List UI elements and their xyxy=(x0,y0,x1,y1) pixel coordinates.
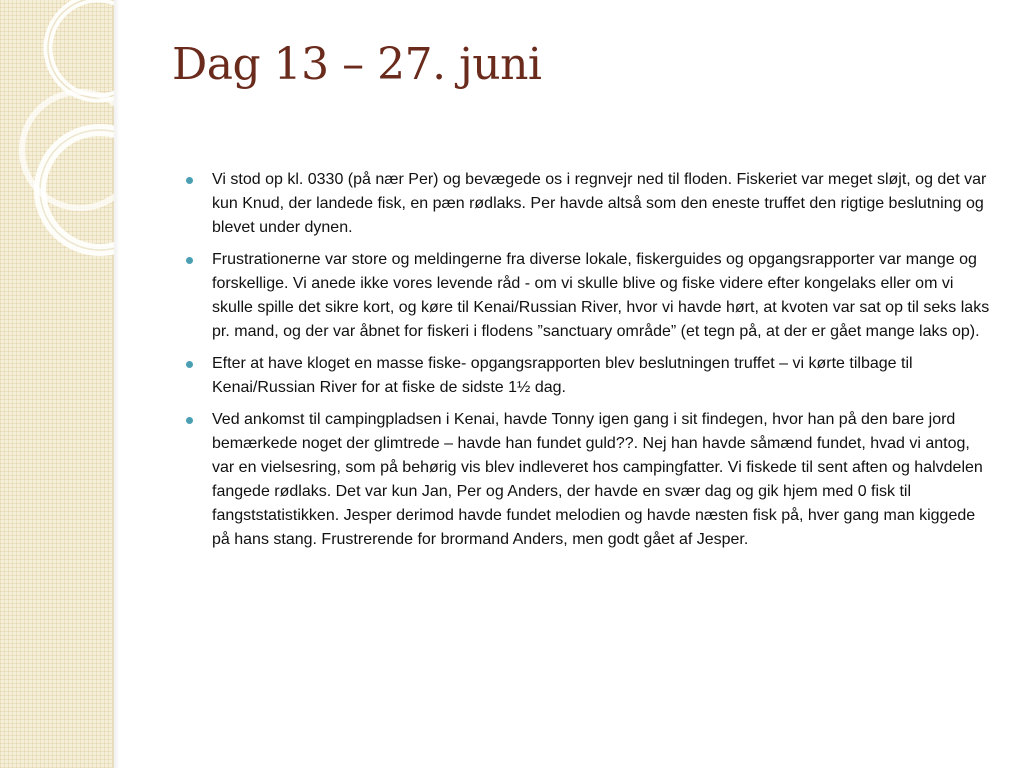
bullet-text: Frustrationerne var store og meldingerne fra diverse lokale, fiskerguides og opgangsrapporter var mange og forskellige. Vi anede ikke vores levende råd - om vi skulle blive og fiske videre efter kongelaks eller om vi skulle spille det sikre kort, og køre til Kenai/Russian River, hvor vi havde hørt, at kvoten var sat op til seks laks pr. mand, og der var åbnet for fiskeri i flodens ”sanctuary område” (et tegn på, at der er gået mange laks op). xyxy=(212,251,990,340)
bullet-item xyxy=(184,168,994,240)
side-panel-shadow xyxy=(114,0,120,768)
bullet-dot-icon xyxy=(186,361,193,368)
bullet-item xyxy=(184,408,994,552)
bullet-list xyxy=(184,168,994,552)
bullet-dot-icon xyxy=(186,417,193,424)
bullet-dot-icon xyxy=(186,257,193,264)
bullet-text: Ved ankomst til campingpladsen i Kenai, havde Tonny igen gang i sit findegen, hvor han på den bare jord bemærkede noget der glimtrede – havde han fundet guld??. Nej han havde såmænd fundet, hvad vi antog, var en vielsesring, som på behørig vis blev indleveret hos campingfatter. Vi fiskede til sent aften og halvdelen fangede rødlaks. Det var kun Jan, Per og Anders, der havde en svær dag og gik hjem med 0 fisk til fangststatistikken. Jesper derimod havde fundet melodien og havde næsten fisk på, hver gang man kiggede på hans stang. Frustrerende for brormand Anders, men godt gået af Jesper. xyxy=(212,411,983,548)
bullet-item xyxy=(184,352,994,400)
bullet-text: Vi stod op kl. 0330 (på nær Per) og bevægede os i regnvejr ned til floden. Fiskeriet var meget sløjt, og det var kun Knud, der landede fisk, en pæn rødlaks. Per havde altså som den eneste truffet den rigtige beslutning og blevet under dynen. xyxy=(212,171,987,236)
bullet-text: Efter at have kloget en masse fiske- opgangsrapporten blev beslutningen truffet – vi kørte tilbage til Kenai/Russian River for at fiske de sidste 1½ dag. xyxy=(212,355,913,396)
slide-title: Dag 13 – 27. juni xyxy=(172,39,542,90)
decorative-rings xyxy=(0,0,114,260)
slide-content xyxy=(184,168,994,560)
bullet-item xyxy=(184,248,994,344)
bullet-dot-icon xyxy=(186,177,193,184)
